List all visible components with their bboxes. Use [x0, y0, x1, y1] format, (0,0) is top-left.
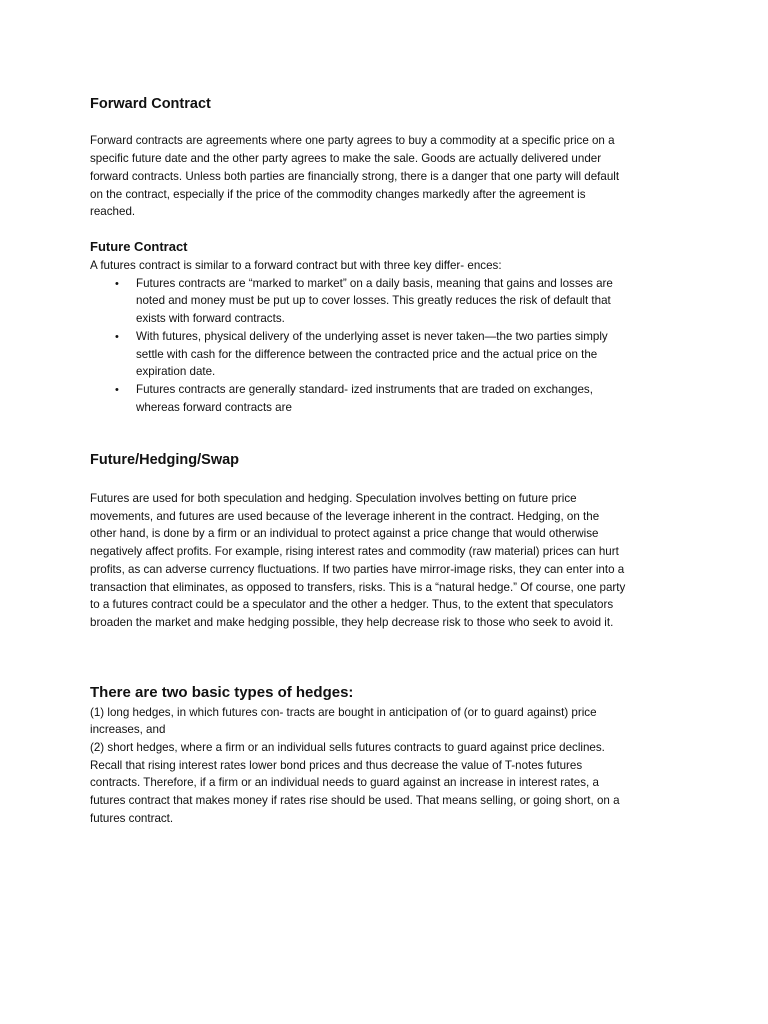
types-line-7: futures contract. [90, 812, 174, 825]
future-intro: A futures contract is similar to a forward contract but with three key differ- ences: [90, 259, 502, 272]
heading-types-of-hedges: There are two basic types of hedges: [90, 684, 354, 701]
bullet-2-line-1: With futures, physical delivery of the underlying asset is never taken—the two parties simply [136, 330, 608, 343]
hedging-line-3: other hand, is done by a firm or an individual to protect against a price change that would otherwise [90, 527, 599, 540]
hedging-line-6: transaction that eliminates, as opposed to transfers, risks. This is a “natural hedge.” Of course, one party [90, 581, 626, 594]
hedging-line-5: profits, as can adverse currency fluctuations. If two parties have mirror-image risks, they can enter into a [90, 563, 625, 576]
bullet-1-line-2: noted and money must be put up to cover losses. This greatly reduces the risk of default that [136, 294, 611, 307]
hedging-line-8: broaden the market and make hedging possible, they help decrease risk to those who seek to avoid it. [90, 616, 614, 629]
types-line-5: contracts. Therefore, if a firm or an individual needs to guard against an increase in interest rates, a [90, 776, 599, 789]
hedging-line-1: Futures are used for both speculation and hedging. Speculation involves betting on future price [90, 492, 577, 505]
hedging-line-4: negatively affect profits. For example, rising interest rates and commodity (raw material) prices can hurt [90, 545, 619, 558]
heading-future-hedging-swap: Future/Hedging/Swap [90, 452, 240, 468]
bullet-2-line-3: expiration date. [136, 365, 216, 378]
bullet-icon: • [115, 384, 119, 396]
bullet-1-line-3: exists with forward contracts. [136, 312, 285, 325]
hedging-line-2: movements, and futures are used because of the leverage inherent in the contract. Hedging, on the [90, 510, 600, 523]
types-line-3: (2) short hedges, where a firm or an individual sells futures contracts to guard against price declines. [90, 741, 605, 754]
bullet-icon: • [115, 278, 119, 290]
forward-line-3: forward contracts. Unless both parties are financially strong, there is a danger that one party will default [90, 170, 620, 183]
types-line-6: futures contract that makes money if rates rise should be used. That means selling, or going short, on a [90, 794, 620, 807]
bullet-icon: • [115, 331, 119, 343]
hedging-line-7: to a futures contract could be a speculator and the other a hedger. Thus, to the extent that speculators [90, 598, 614, 611]
forward-line-2: specific future date and the other party agrees to make the sale. Goods are actually delivered under [90, 152, 602, 165]
types-line-4: Recall that rising interest rates lower bond prices and thus decrease the value of T-notes futures [90, 759, 583, 772]
forward-line-5: reached. [90, 205, 136, 218]
bullet-3-line-2: whereas forward contracts are [136, 401, 292, 414]
bullet-1-line-1: Futures contracts are “marked to market” on a daily basis, meaning that gains and losses are [136, 277, 613, 290]
types-line-1: (1) long hedges, in which futures con- tracts are bought in anticipation of (or to guard against) price [90, 706, 597, 719]
forward-line-1: Forward contracts are agreements where one party agrees to buy a commodity at a specific price on a [90, 134, 615, 147]
heading-forward-contract: Forward Contract [90, 96, 211, 112]
bullet-3-line-1: Futures contracts are generally standard- ized instruments that are traded on exchanges, [136, 383, 593, 396]
bullet-2-line-2: settle with cash for the difference between the contracted price and the actual price on the [136, 348, 598, 361]
forward-line-4: on the contract, especially if the price of the commodity changes markedly after the agreement is [90, 188, 586, 201]
heading-future-contract: Future Contract [90, 239, 188, 254]
types-line-2: increases, and [90, 723, 166, 736]
